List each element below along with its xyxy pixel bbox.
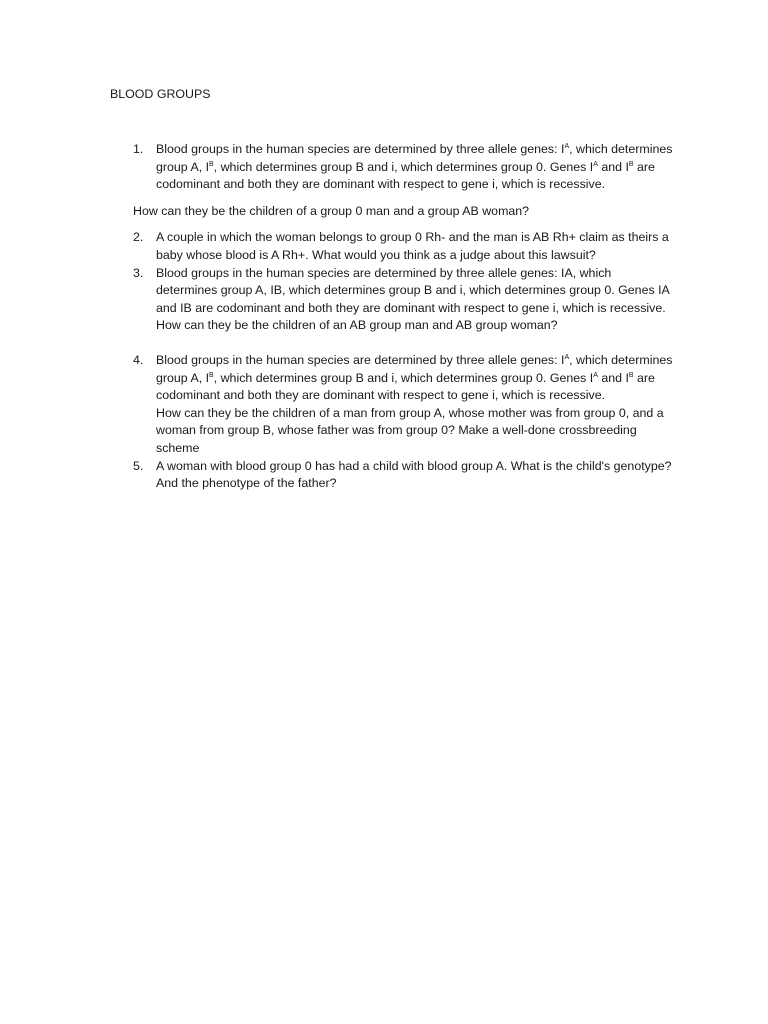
- item-paragraph: Blood groups in the human species are determined by three allele genes: IA, which determines group A, IB, which determines group B and i, which determines group 0. Genes IA and IB are codominant and both they are dominant with respect to gene i, which is recessive.: [156, 265, 670, 315]
- document-title: BLOOD GROUPS: [110, 87, 211, 101]
- item-paragraph: A woman with blood group 0 has had a child with blood group A. What is the child's genotype? And the phenotype of the father?: [156, 458, 672, 491]
- superscript: B: [628, 160, 634, 168]
- item-number: 4.: [133, 352, 144, 367]
- superscript: B: [209, 371, 214, 379]
- text-run: are codominant and both they are dominant with respect to gene i, which is recessive.: [156, 370, 655, 403]
- list-item-5: [133, 458, 673, 493]
- item-paragraph: [156, 141, 673, 194]
- text-run: Blood groups in the human species are determined by three allele genes: I: [156, 352, 565, 367]
- item-number: 1.: [133, 142, 144, 156]
- text-run: and I: [597, 159, 629, 174]
- superscript: A: [564, 143, 570, 150]
- item-text: [156, 265, 673, 335]
- superscript: B: [628, 371, 634, 379]
- text-run: and I: [597, 370, 629, 385]
- item-number: 3.: [133, 265, 144, 280]
- list-item-4: [133, 352, 673, 458]
- item-text: [156, 141, 673, 194]
- item-number: 2.: [133, 230, 144, 245]
- item-text: [156, 229, 673, 264]
- item-paragraph: [156, 352, 673, 405]
- question-list: [133, 141, 673, 493]
- item-number: 5.: [133, 458, 144, 473]
- text-run: , which determines group B and i, which determines group 0. Genes I: [213, 159, 594, 174]
- superscript: A: [564, 353, 570, 361]
- text-run: Blood groups in the human species are determined by three allele genes: I: [156, 142, 565, 156]
- item-text: [156, 458, 673, 493]
- text-run: , which determines group A, I: [156, 352, 673, 385]
- superscript: A: [593, 160, 598, 168]
- item-paragraph: A couple in which the woman belongs to group 0 Rh- and the man is AB Rh+ claim as theirs a baby whose blood is A Rh+. What would you think as a judge about this lawsuit?: [156, 230, 669, 262]
- text-run: , which determines group B and i, which determines group 0. Genes I: [213, 370, 594, 385]
- list-item-3: [133, 265, 673, 335]
- text-run: , which determines group A, I: [156, 142, 673, 174]
- spacer: [133, 335, 673, 352]
- item-text: [156, 352, 673, 458]
- superscript: B: [209, 160, 214, 168]
- item-question: How can they be the children of a man from group A, whose mother was from group 0, and a woman from group B, whose father was from group 0? Make a well-done crossbreeding scheme: [156, 405, 664, 455]
- standalone-question: How can they be the children of a group 0 man and a group AB woman?: [133, 203, 530, 218]
- list-item-2: [133, 229, 673, 264]
- text-run: are codominant and both they are dominant with respect to gene i, which is recessive.: [156, 159, 655, 192]
- item-question: How can they be the children of an AB group man and AB group woman?: [156, 318, 558, 333]
- list-item-1: [133, 141, 673, 194]
- superscript: A: [593, 371, 598, 379]
